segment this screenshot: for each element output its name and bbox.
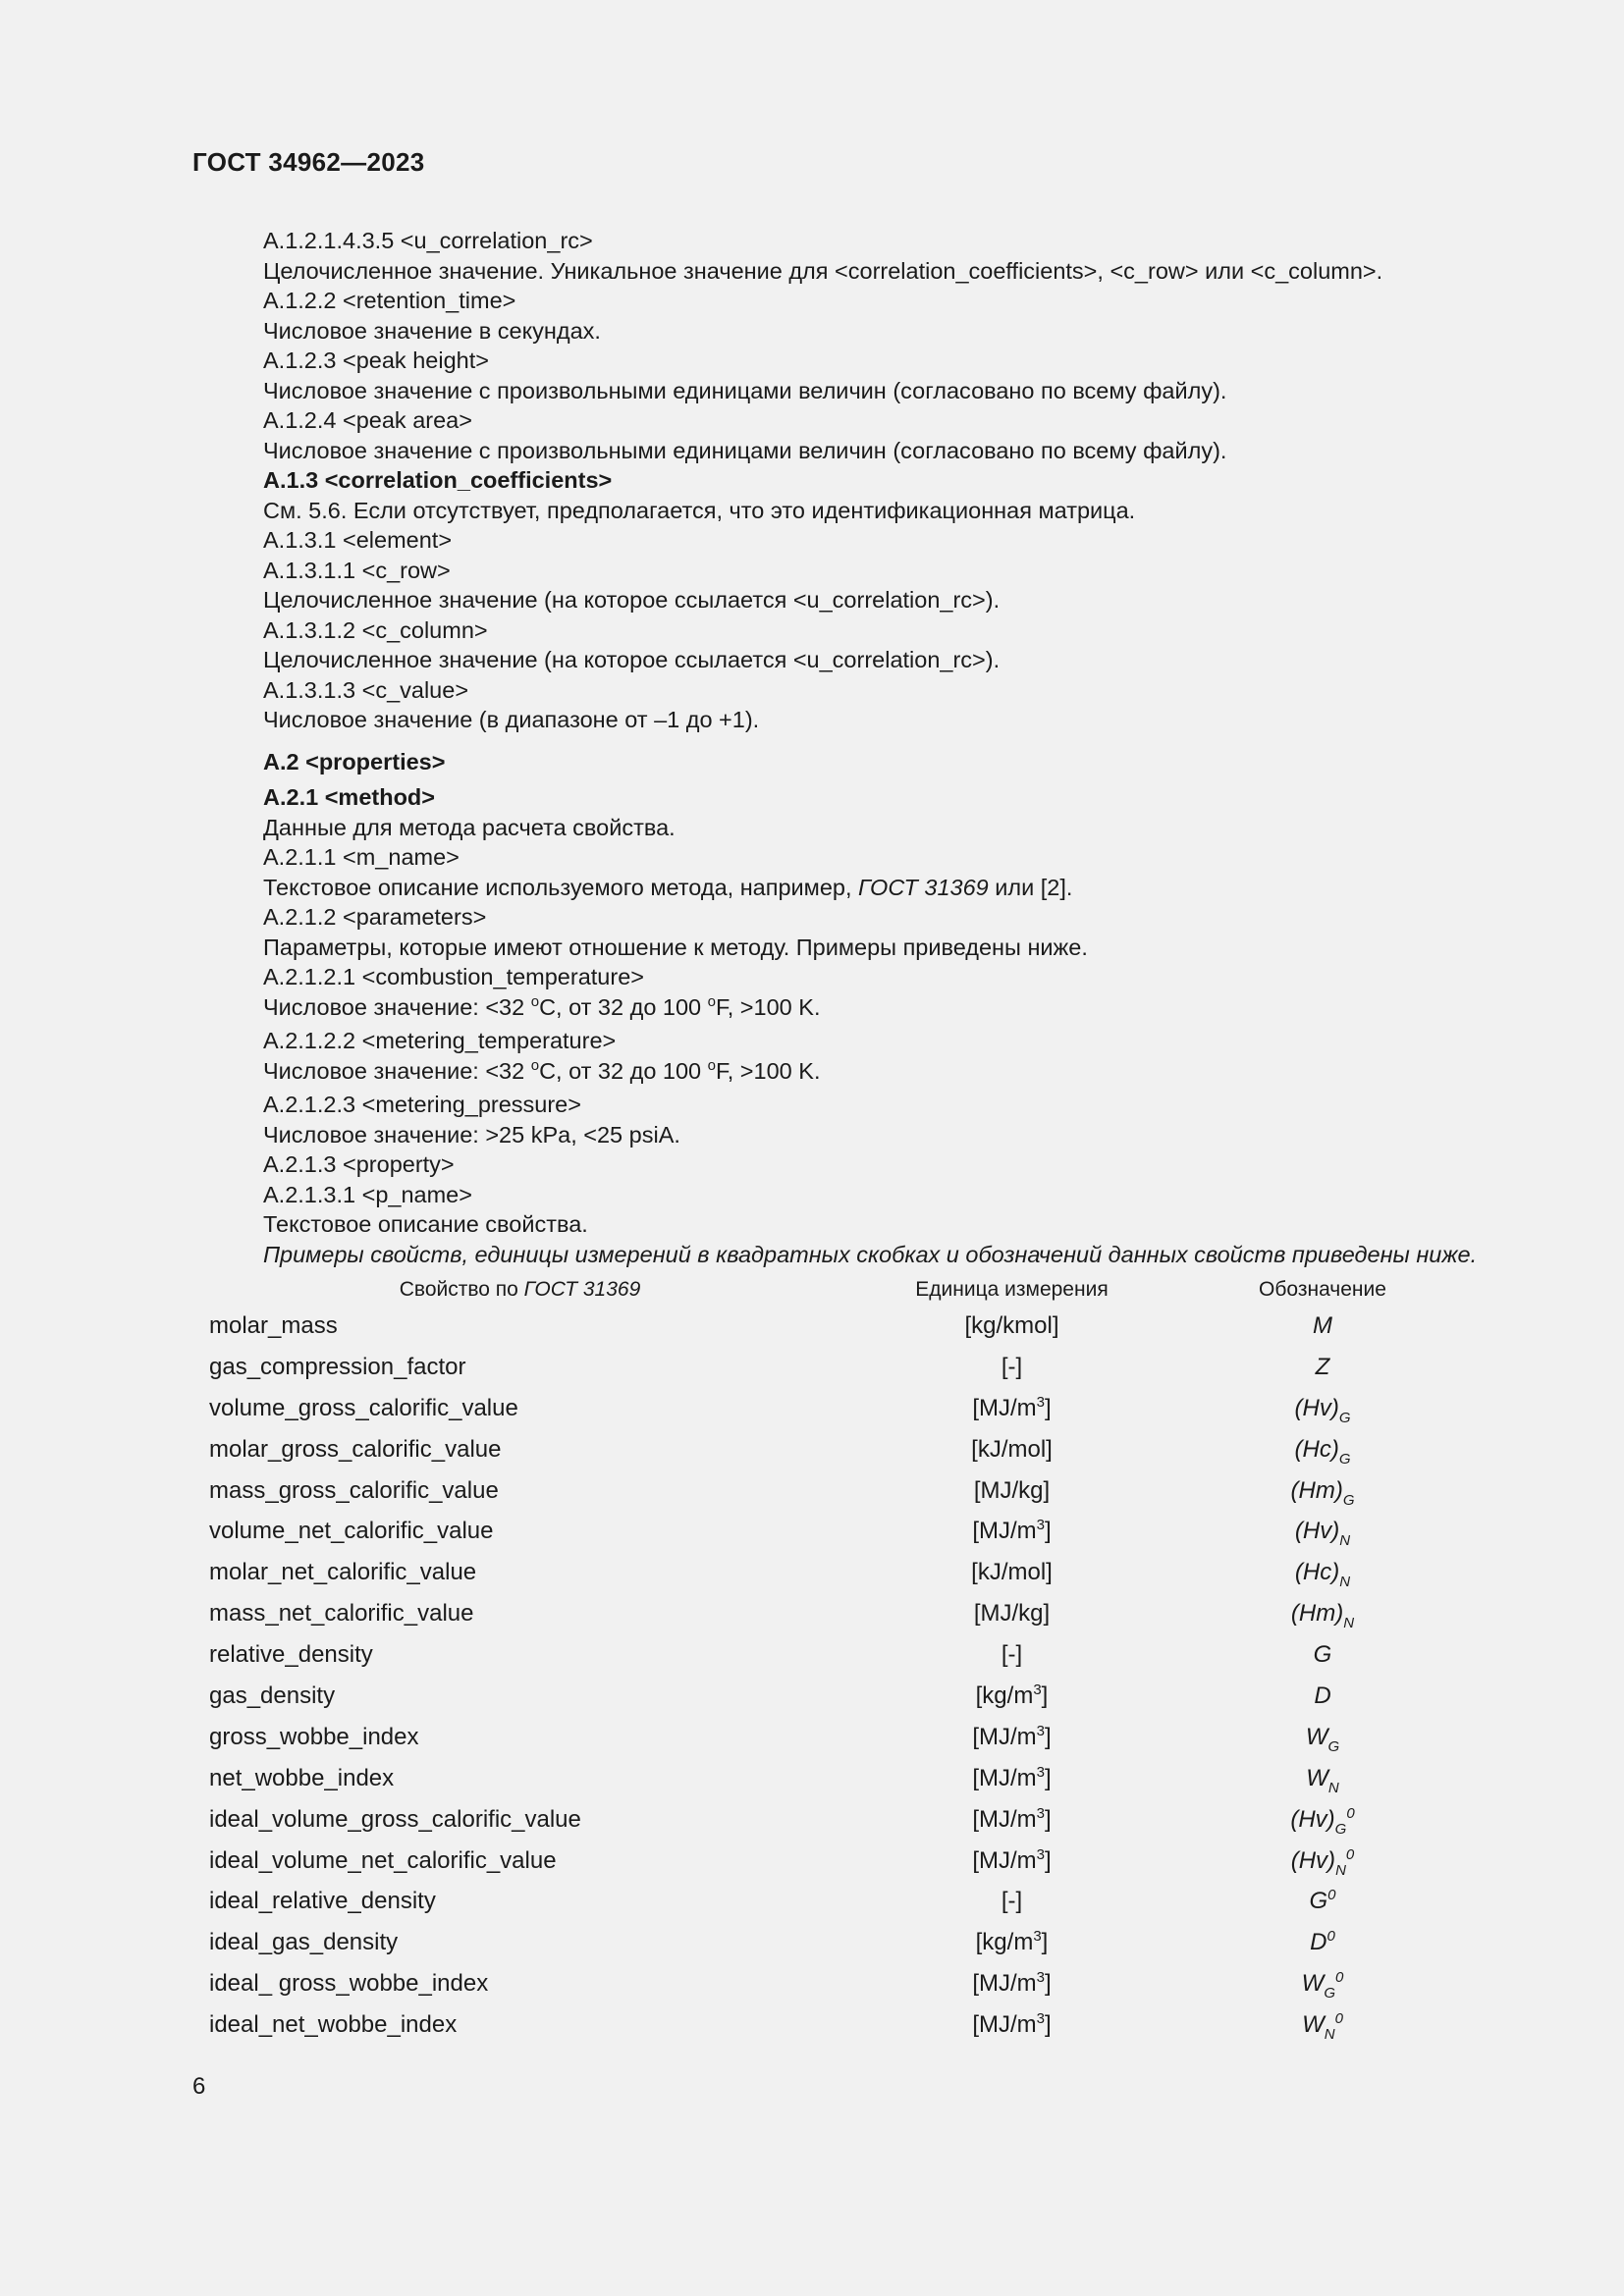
unit-text: [MJ/kg] (973, 1476, 1051, 1504)
unit-exponent: 3 (1036, 1969, 1045, 1987)
symbol-subscript: N (1343, 1615, 1355, 1632)
symbol-text: (Hc) (1294, 1435, 1339, 1463)
property-unit (847, 1388, 1176, 1429)
property-symbol (1176, 2004, 1469, 2046)
unit-text: [-] (1001, 1641, 1023, 1669)
section-heading: A.1.2.1.4.3.5 <u_correlation_rc> (263, 228, 593, 253)
table-row (192, 2004, 1469, 2046)
symbol-subscript: G (1338, 1409, 1351, 1426)
symbol-text: G (1313, 1641, 1332, 1669)
table-row (192, 1676, 1469, 1717)
unit-text: [kg/kmol] (964, 1311, 1059, 1339)
symbol-text: (Hc) (1294, 1559, 1340, 1586)
property-symbol (1176, 1963, 1469, 2004)
property-name: gas_compression_factor (209, 1353, 466, 1380)
section-note: Примеры свойств, единицы измерений в квадратных скобках и обозначений данных свойств приведены ниже. (263, 1241, 1478, 1267)
property-name: ideal_net_wobbe_index (209, 2011, 458, 2039)
column-header-unit: Единица измерения (915, 1278, 1109, 1301)
symbol-text: G (1309, 1888, 1328, 1915)
section-heading: A.1.3.1.2 <c_column> (263, 616, 488, 643)
section-heading: A.1.3.1 <element> (263, 527, 453, 553)
table-row (192, 1511, 1469, 1552)
symbol-subscript: G (1327, 1737, 1340, 1755)
symbol-superscript: 0 (1326, 1928, 1335, 1946)
section-heading-bold: A.1.3 <correlation_coefficients> (263, 467, 613, 493)
symbol-superscript: 0 (1334, 2010, 1343, 2028)
section-text: Числовое значение: >25 kPa, <25 psiA. (263, 1121, 680, 1148)
symbol-text: W (1302, 2011, 1325, 2039)
property-name: ideal_volume_net_calorific_value (209, 1846, 557, 1874)
property-symbol (1176, 1552, 1469, 1593)
property-unit (847, 1511, 1176, 1552)
property-symbol (1176, 1511, 1469, 1552)
property-unit (847, 1306, 1176, 1347)
unit-exponent: 3 (1033, 1681, 1042, 1698)
unit-text: [MJ/kg] (973, 1600, 1051, 1628)
text-part: C, от 32 до 100 (539, 993, 708, 1020)
unit-text: [kg/m (975, 1682, 1034, 1709)
symbol-subscript: N (1327, 1779, 1339, 1796)
section-heading: A.2.1.2.1 <combustion_temperature> (263, 964, 644, 989)
unit-text: [-] (1001, 1353, 1023, 1380)
property-unit (847, 1922, 1176, 1963)
unit-text: [MJ/m (972, 1394, 1037, 1421)
symbol-text: (Hv) (1290, 1805, 1335, 1833)
symbol-subscript: G (1324, 1985, 1335, 2002)
property-unit (847, 1758, 1176, 1799)
property-symbol (1176, 1429, 1469, 1470)
section-heading: A.2.1.3 <property> (263, 1151, 455, 1177)
unit-text: [-] (1001, 1888, 1023, 1915)
symbol-subscript: G (1342, 1491, 1355, 1509)
unit-text: ] (1045, 1723, 1052, 1750)
property-unit (847, 1470, 1176, 1512)
section-heading-bold: A.2 <properties> (263, 748, 446, 774)
table-row (192, 1922, 1469, 1963)
property-name: volume_gross_calorific_value (209, 1394, 518, 1421)
property-name: ideal_gas_density (209, 1929, 399, 1956)
property-symbol (1176, 1634, 1469, 1676)
property-symbol (1176, 1676, 1469, 1717)
unit-text: [MJ/m (972, 1846, 1037, 1874)
unit-text: ] (1045, 1805, 1052, 1833)
unit-text: ] (1041, 1682, 1049, 1709)
property-name: molar_net_calorific_value (209, 1559, 477, 1586)
degree-sup: o (530, 1056, 540, 1074)
property-name: gross_wobbe_index (209, 1723, 419, 1750)
property-unit (847, 1717, 1176, 1758)
property-symbol (1176, 1347, 1469, 1388)
unit-exponent: 3 (1036, 1763, 1045, 1781)
unit-text: [MJ/m (972, 1723, 1037, 1750)
property-symbol (1176, 1799, 1469, 1841)
unit-text: ] (1045, 1518, 1052, 1545)
text-part: Числовое значение: <32 (263, 993, 531, 1020)
property-name: mass_gross_calorific_value (209, 1476, 499, 1504)
property-unit (847, 1634, 1176, 1676)
section-text: Числовое значение (в диапазоне от –1 до +1). (263, 707, 760, 732)
property-symbol (1176, 1470, 1469, 1512)
property-unit (847, 1552, 1176, 1593)
section-heading: A.2.1.2.2 <metering_temperature> (263, 1028, 617, 1053)
property-name: ideal_volume_gross_calorific_value (209, 1805, 581, 1833)
table-row (192, 1634, 1469, 1676)
property-name: volume_net_calorific_value (209, 1518, 494, 1545)
property-unit (847, 1841, 1176, 1882)
section-heading: A.1.2.2 <retention_time> (263, 288, 516, 313)
symbol-superscript: 0 (1327, 1887, 1336, 1904)
section-text (263, 992, 1540, 1027)
properties-table (192, 1274, 1469, 2046)
unit-exponent: 3 (1036, 1517, 1045, 1534)
property-name: molar_gross_calorific_value (209, 1435, 502, 1463)
property-name: ideal_relative_density (209, 1888, 436, 1915)
symbol-text: M (1313, 1311, 1332, 1339)
unit-text: ] (1045, 1764, 1052, 1791)
unit-text: [MJ/m (972, 1518, 1037, 1545)
unit-text: ] (1045, 1394, 1052, 1421)
text-part: F, >100 K. (716, 1057, 821, 1084)
property-symbol (1176, 1717, 1469, 1758)
section-text: Числовое значение с произвольными единицами величин (согласовано по всему файлу). (263, 377, 1227, 403)
table-row (192, 1758, 1469, 1799)
standard-reference: ГОСТ 31369 (523, 1278, 641, 1301)
table-row (192, 1881, 1469, 1922)
symbol-text: W (1306, 1764, 1328, 1791)
property-name: net_wobbe_index (209, 1764, 395, 1791)
standard-reference: ГОСТ 31369 (858, 874, 989, 900)
unit-exponent: 3 (1036, 1393, 1045, 1411)
property-name: gas_density (209, 1682, 336, 1709)
unit-text: [MJ/m (972, 1764, 1037, 1791)
symbol-text: W (1301, 1970, 1325, 1998)
table-row (192, 1429, 1469, 1470)
degree-sup: o (530, 992, 540, 1010)
table-header-row (192, 1274, 1469, 1306)
table-row (192, 1841, 1469, 1882)
property-name: relative_density (209, 1641, 373, 1669)
section-heading: A.1.2.4 <peak area> (263, 407, 472, 433)
unit-exponent: 3 (1036, 1722, 1045, 1739)
section-text (263, 1056, 1540, 1091)
unit-text: [kJ/mol] (971, 1435, 1053, 1463)
property-name: ideal_ gross_wobbe_index (209, 1970, 489, 1998)
symbol-subscript: N (1335, 1861, 1346, 1879)
property-symbol (1176, 1306, 1469, 1347)
unit-exponent: 3 (1036, 1804, 1045, 1822)
header-text: Свойство по (399, 1278, 524, 1301)
text-part: Текстовое описание используемого метода, например, (263, 874, 859, 900)
property-unit (847, 1881, 1176, 1922)
symbol-superscript: 0 (1345, 1845, 1355, 1863)
unit-text: [kJ/mol] (971, 1559, 1053, 1586)
table-row (192, 1717, 1469, 1758)
section-text: Целочисленное значение (на которое ссылается <u_correlation_rc>). (263, 587, 1001, 613)
table-row (192, 1347, 1469, 1388)
property-unit (847, 2004, 1176, 2046)
symbol-text: D (1314, 1682, 1331, 1709)
property-unit (847, 1593, 1176, 1634)
unit-exponent: 3 (1036, 2010, 1045, 2028)
property-symbol (1176, 1922, 1469, 1963)
section-text: Числовое значение с произвольными единицами величин (согласовано по всему файлу). (263, 437, 1227, 463)
section-text: Числовое значение в секундах. (263, 317, 601, 344)
section-heading: A.2.1.1 <m_name> (263, 844, 460, 870)
table-row (192, 1799, 1469, 1841)
symbol-text: (Hv) (1294, 1518, 1340, 1545)
property-name: mass_net_calorific_value (209, 1600, 474, 1628)
symbol-subscript: G (1334, 1820, 1347, 1838)
symbol-text: (Hv) (1290, 1846, 1336, 1874)
column-header-symbol: Обозначение (1259, 1278, 1386, 1301)
property-symbol (1176, 1758, 1469, 1799)
document-header: ГОСТ 34962—2023 (192, 147, 425, 177)
section-text: Данные для метода расчета свойства. (263, 814, 676, 840)
document-body (263, 226, 1540, 1269)
section-text: Целочисленное значение (на которое ссылается <u_correlation_rc>). (263, 647, 1001, 672)
property-unit (847, 1429, 1176, 1470)
degree-sup: o (707, 1056, 716, 1074)
section-heading: A.2.1.2.3 <metering_pressure> (263, 1092, 581, 1117)
unit-text: ] (1045, 1970, 1052, 1998)
symbol-superscript: 0 (1334, 1969, 1344, 1987)
text-part: C, от 32 до 100 (539, 1057, 708, 1084)
text-part: F, >100 K. (716, 993, 821, 1020)
table-row (192, 1470, 1469, 1512)
section-text: См. 5.6. Если отсутствует, предполагается, что это идентификационная матрица. (263, 497, 1136, 523)
symbol-subscript: G (1338, 1450, 1351, 1468)
table-body (192, 1306, 1469, 2046)
unit-text: [kg/m (975, 1929, 1034, 1956)
section-heading: A.2.1.3.1 <p_name> (263, 1181, 472, 1207)
table-row (192, 1963, 1469, 2004)
property-unit (847, 1676, 1176, 1717)
section-heading: A.2.1.2 <parameters> (263, 904, 487, 930)
property-symbol (1176, 1841, 1469, 1882)
table-row (192, 1552, 1469, 1593)
section-text: Целочисленное значение. Уникальное значение для <correlation_coefficients>, <c_row> или <c_column>. (263, 257, 1383, 284)
unit-text: ] (1041, 1929, 1049, 1956)
property-symbol (1176, 1881, 1469, 1922)
section-text: Параметры, которые имеют отношение к методу. Примеры приведены ниже. (263, 934, 1088, 960)
section-heading: A.1.3.1.1 <c_row> (263, 557, 451, 583)
section-heading: A.1.2.3 <peak height> (263, 347, 489, 373)
table-row (192, 1388, 1469, 1429)
degree-sup: o (707, 992, 716, 1010)
page-number: 6 (192, 2073, 206, 2100)
property-unit (847, 1347, 1176, 1388)
property-unit (847, 1799, 1176, 1841)
table-row (192, 1593, 1469, 1634)
column-header-property (192, 1274, 847, 1306)
unit-text: ] (1045, 1846, 1052, 1874)
symbol-text: (Hv) (1294, 1394, 1339, 1421)
text-part: Числовое значение: <32 (263, 1057, 531, 1084)
unit-text: ] (1045, 2011, 1052, 2039)
symbol-text: W (1305, 1723, 1328, 1750)
unit-text: [MJ/m (972, 1805, 1037, 1833)
unit-text: [MJ/m (972, 2011, 1037, 2039)
symbol-subscript: N (1324, 2026, 1335, 2044)
symbol-subscript: N (1339, 1574, 1351, 1591)
property-name: molar_mass (209, 1311, 338, 1339)
section-text (263, 873, 1540, 903)
symbol-text: D (1310, 1929, 1327, 1956)
symbol-subscript: N (1339, 1532, 1351, 1550)
unit-text: [MJ/m (972, 1970, 1037, 1998)
property-symbol (1176, 1593, 1469, 1634)
unit-exponent: 3 (1033, 1928, 1042, 1946)
symbol-text: (Hm) (1290, 1600, 1344, 1628)
section-heading-bold: A.2.1 <method> (263, 784, 435, 810)
text-part: или [2]. (988, 874, 1073, 900)
section-heading: A.1.3.1.3 <c_value> (263, 676, 469, 703)
symbol-superscript: 0 (1346, 1804, 1355, 1822)
symbol-text: Z (1315, 1353, 1330, 1380)
symbol-text: (Hm) (1290, 1476, 1343, 1504)
property-symbol (1176, 1388, 1469, 1429)
unit-exponent: 3 (1036, 1845, 1045, 1863)
table-row (192, 1306, 1469, 1347)
section-text: Текстовое описание свойства. (263, 1211, 588, 1237)
property-unit (847, 1963, 1176, 2004)
